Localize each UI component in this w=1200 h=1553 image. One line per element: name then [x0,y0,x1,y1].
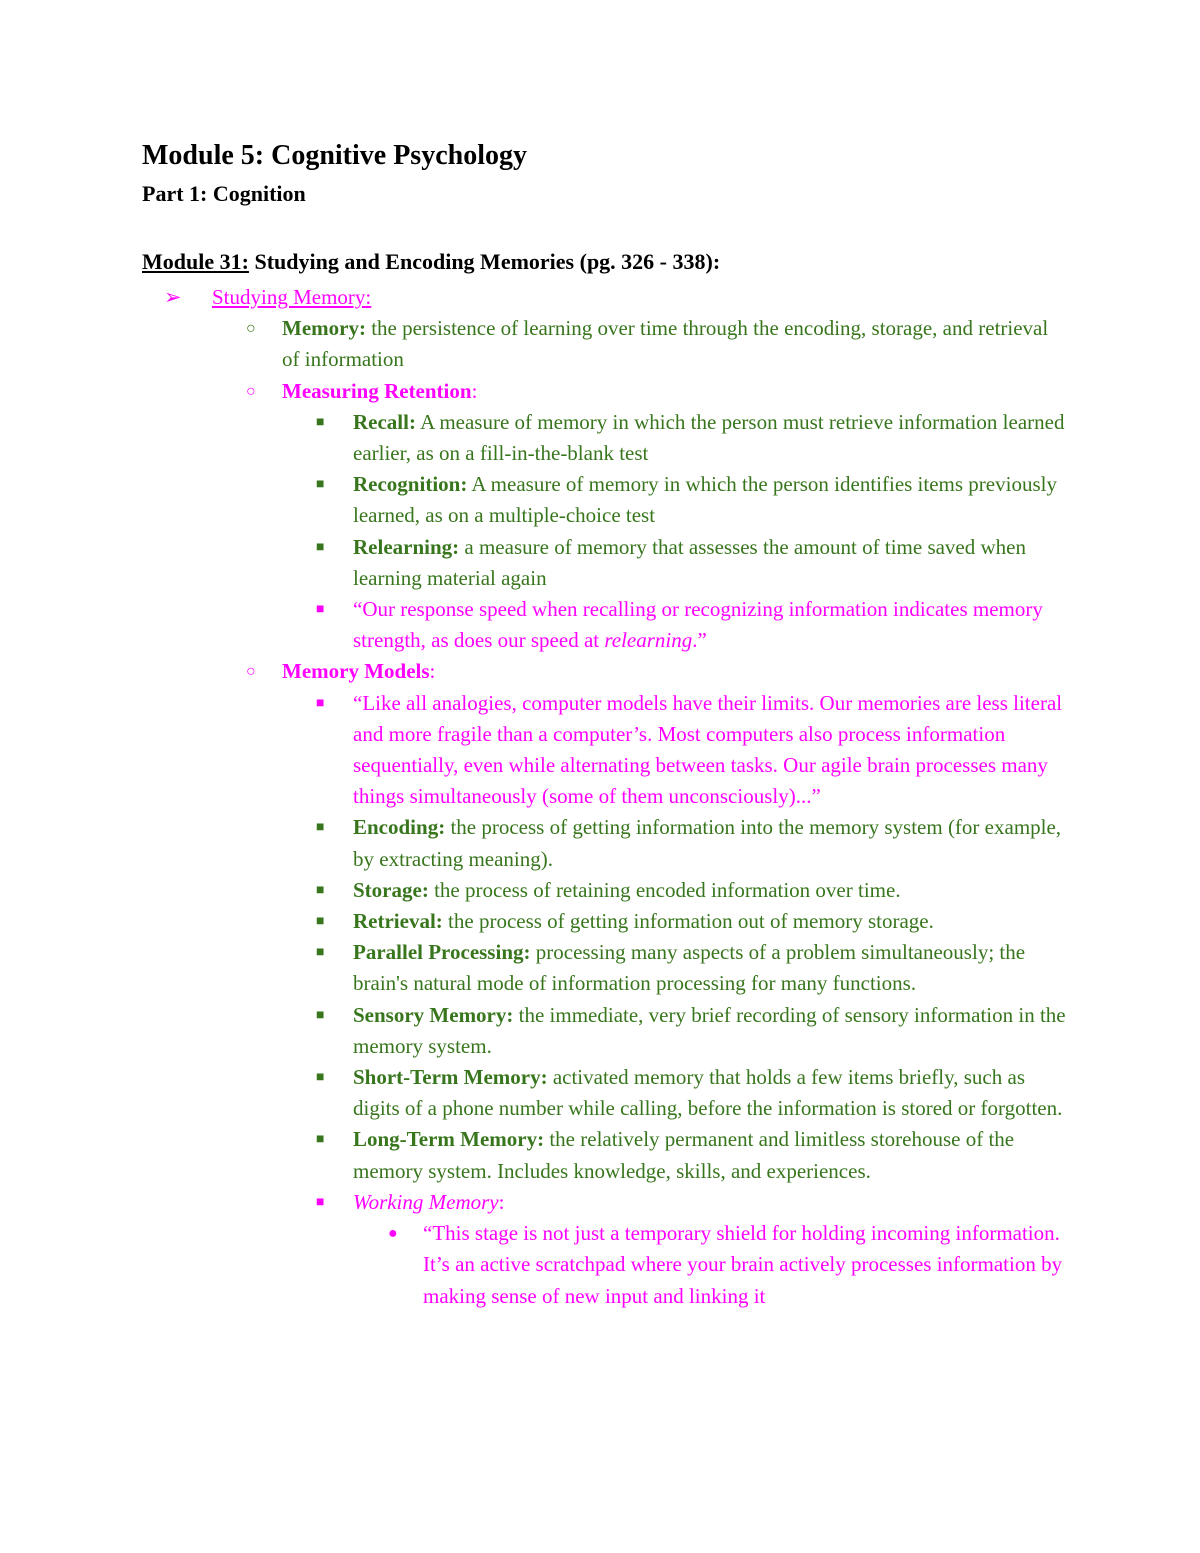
list-item-retrieval [0,906,1067,937]
definition: the process of retaining encoded information over time. [428,877,901,902]
list-item-sensory-memory [0,1000,1067,1062]
subsection-memory-models: ○ Memory Models: [0,656,1067,687]
module-label: Module 31: [142,249,249,274]
term: Storage: [353,877,429,902]
subsection-title: Measuring Retention [282,378,472,403]
section-heading-studying-memory: ➢ Studying Memory: [0,282,1200,313]
definition: the process of getting information out of memory storage. [442,909,934,934]
list-item-retention-quote: ■ “Our response speed when recalling or recognizing information indicates memory strength, as does our speed at relearning.” [0,594,1067,656]
list-item-working-memory-quote: ● “This stage is not just a temporary shield for holding incoming information. It’s an active scratchpad where your brain actively processes information by making sense of new input and linking it [0,1218,1067,1312]
square-bullet-icon: ■ [316,602,325,618]
list-item-encoding [0,812,1067,874]
term: Recall: [353,409,416,434]
definition: A measure of memory in which the person must retrieve information learned earlier, as on a fill-in-the-blank test [353,409,1065,466]
page-title: Module 5: Cognitive Psychology [142,140,527,171]
subsection-measuring-retention: ○ Measuring Retention: [0,376,1067,407]
definition: the relatively permanent and limitless storehouse of the memory system. Includes knowledge, skills, and experiences. [353,1127,1015,1183]
definition: activated memory that holds a few items briefly, such as digits of a phone number while calling, before the information is stored or forgotten. [353,1065,1063,1121]
list-item-short-term-memory [0,1062,1067,1124]
list-item-relearning [0,532,1067,594]
list-item-storage [0,875,1067,906]
subsection-title: Memory Models [282,659,430,684]
term: Relearning: [353,534,460,559]
square-bullet-icon: ■ [316,1194,325,1210]
square-bullet-icon: ■ [316,945,325,961]
list-item-long-term-memory [0,1124,1067,1186]
definition: the immediate, very brief recording of sensory information in the memory system. [353,1002,1066,1058]
square-bullet-icon: ■ [316,477,325,493]
list-item-models-quote: ■ “Like all analogies, computer models have their limits. Our memories are less literal and more fragile than a computer’s. Most computers also process information sequentially, even while alternating between tasks. Our agile brain processes many things simultaneously (some of them unconsciously)...” [0,688,1067,813]
square-bullet-icon: ■ [316,882,325,898]
list-item-memory [0,313,1067,375]
term: Long-Term Memory: [353,1127,545,1152]
definition: a measure of memory that assesses the amount of time saved when learning material again [353,534,1026,590]
definition: A measure of memory in which the person identifies items previously learned, as on a multiple-choice test [353,472,1057,528]
square-bullet-icon: ■ [316,1007,325,1023]
square-bullet-icon: ■ [316,1132,325,1148]
square-bullet-icon: ■ [316,820,325,836]
square-bullet-icon: ■ [316,539,325,555]
arrow-bullet-icon: ➢ [164,285,182,309]
square-bullet-icon: ■ [316,414,325,430]
page-subtitle: Part 1: Cognition [142,181,306,206]
definition: the persistence of learning over time through the encoding, storage, and retrieval of information [282,316,1049,372]
list-item-recognition [0,469,1067,531]
dot-bullet-icon: ● [388,1225,398,1243]
circle-bullet-icon: ○ [246,663,256,681]
module-title: Studying and Encoding Memories (pg. 326 - 338): [248,249,721,274]
square-bullet-icon: ■ [316,914,325,930]
circle-bullet-icon: ○ [246,382,256,400]
term: Sensory Memory: [353,1002,514,1027]
list-item-working-memory: ■ Working Memory: [0,1187,1067,1218]
definition: the process of getting information into the memory system (for example, by extracting meaning). [353,815,1062,871]
circle-bullet-icon: ○ [246,320,256,338]
term: Parallel Processing: [353,940,531,965]
term: Encoding: [353,815,446,840]
term: Memory: [282,316,366,341]
square-bullet-icon: ■ [316,1070,325,1086]
section-title: Studying Memory [212,285,366,309]
square-bullet-icon: ■ [316,695,325,711]
definition: processing many aspects of a problem simultaneously; the brain's natural mode of information processing for many functions. [353,940,1026,996]
term: Working Memory [353,1189,499,1214]
list-item-parallel-processing [0,937,1067,999]
term: Recognition: [353,472,468,497]
term: Retrieval: [353,909,443,934]
list-item-recall [0,407,1067,469]
module-heading [142,249,720,275]
notes-content [0,282,1200,1312]
term: Short-Term Memory: [353,1065,548,1090]
